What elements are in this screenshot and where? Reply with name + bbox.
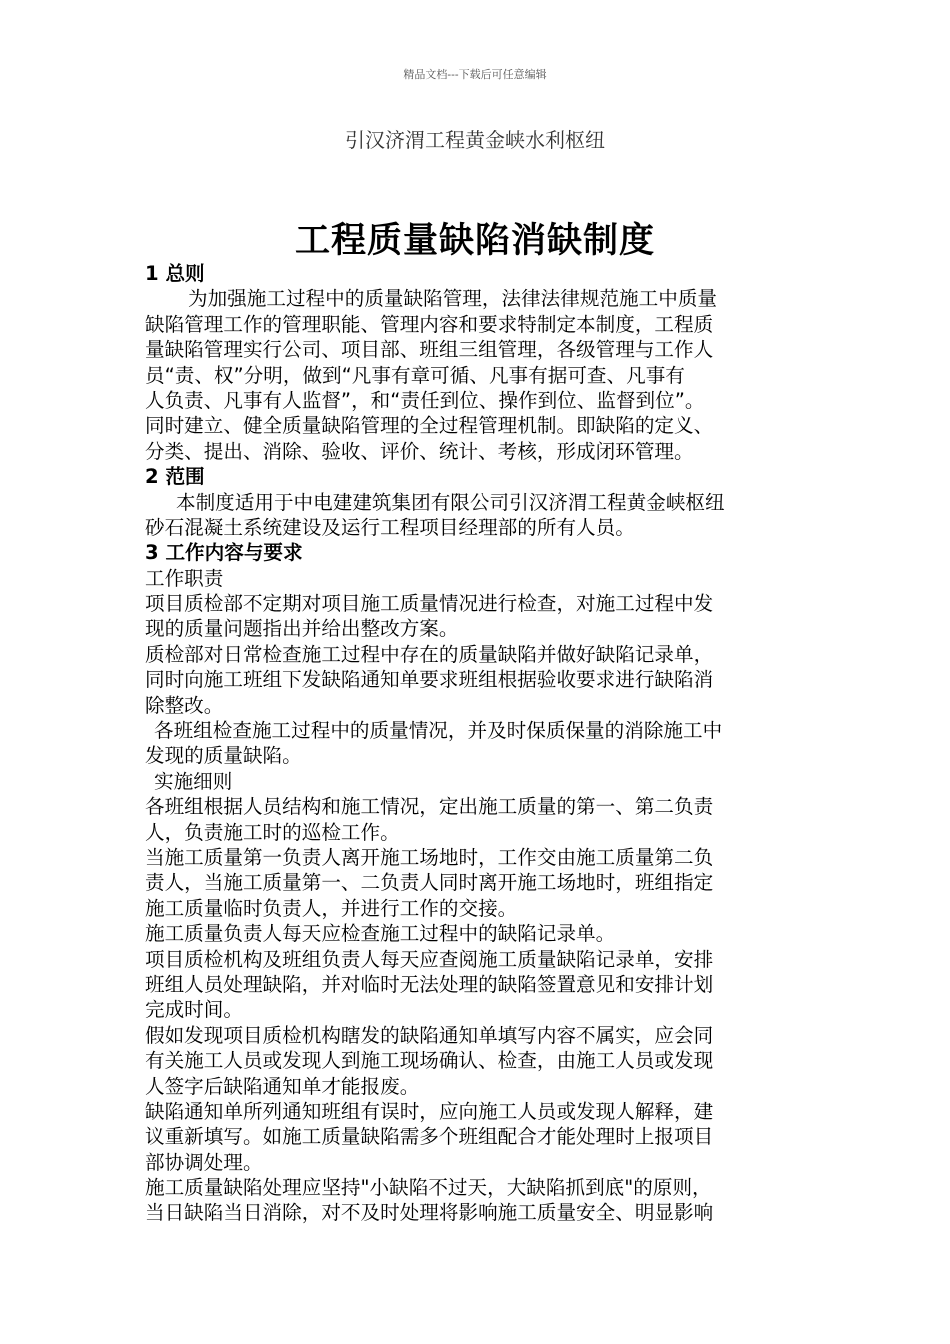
paragraph-line: 砂石混凝土系统建设及运行工程项目经理部的所有人员。 (145, 515, 635, 539)
paragraph-line: 现的质量问题指出并给出整改方案。 (145, 617, 459, 641)
paragraph-line: 假如发现项目质检机构瞎发的缺陷通知单填写内容不属实，应会同 (145, 1023, 714, 1047)
document-title: 工程质量缺陷消缺制度 (294, 221, 655, 261)
paragraph-line: 缺陷管理工作的管理职能、管理内容和要求特制定本制度，工程质 (145, 312, 714, 336)
section-heading-scope: 2 范围 (145, 465, 205, 489)
paragraph-line: 量缺陷管理实行公司、项目部、班组三组管理，各级管理与工作人 (145, 338, 714, 362)
subsection-title-rules: 实施细则 (154, 769, 233, 793)
paragraph-line: 除整改。 (145, 693, 224, 717)
organization-name: 引汉济渭工程黄金峡水利枢纽 (345, 128, 605, 152)
section-heading-work-content: 3 工作内容与要求 (145, 541, 303, 565)
subsection-title-duties: 工作职责 (145, 566, 224, 590)
header-watermark: 精品文档---下载后可任意编辑 (403, 68, 547, 81)
paragraph-line: 同时向施工班组下发缺陷通知单要求班组根据验收要求进行缺陷消 (145, 668, 714, 692)
paragraph-line: 发现的质量缺陷。 (145, 744, 302, 768)
paragraph-line: 分类、提出、消除、验收、评价、统计、考核，形成闭环管理。 (145, 439, 694, 463)
paragraph-line: 议重新填写。如施工质量缺陷需多个班组配合才能处理时上报项目 (145, 1125, 714, 1149)
paragraph-line: 有关施工人员或发现人到施工现场确认、检查，由施工人员或发现 (145, 1049, 714, 1073)
paragraph-line: 当日缺陷当日消除，对不及时处理将影响施工质量安全、明显影响 (145, 1201, 714, 1225)
paragraph-line: 责人，当施工质量第一、二负责人同时离开施工场地时，班组指定 (145, 871, 714, 895)
paragraph-line: 员“责、权”分明，做到“凡事有章可循、凡事有据可查、凡事有 (145, 363, 685, 387)
paragraph-line: 班组人员处理缺陷，并对临时无法处理的缺陷签置意见和安排计划 (145, 972, 714, 996)
paragraph-line: 部协调处理。 (145, 1150, 263, 1174)
paragraph-line: 各班组根据人员结构和施工情况，定出施工质量的第一、第二负责 (145, 795, 714, 819)
paragraph-line: 施工质量负责人每天应检查施工过程中的缺陷记录单。 (145, 922, 616, 946)
paragraph-line: 缺陷通知单所列通知班组有误时，应向施工人员或发现人解释，建 (145, 1099, 714, 1123)
paragraph-line: 完成时间。 (145, 998, 243, 1022)
paragraph-line: 人签字后缺陷通知单才能报废。 (145, 1074, 420, 1098)
section-heading-general: 1 总则 (145, 262, 205, 285)
paragraph-line: 人，负责施工时的巡检工作。 (145, 820, 400, 844)
paragraph-line: 质检部对日常检查施工过程中存在的质量缺陷并做好缺陷记录单， (145, 642, 714, 666)
paragraph-line: 同时建立、健全质量缺陷管理的全过程管理机制。即缺陷的定义、 (145, 414, 714, 438)
paragraph-line: 当施工质量第一负责人离开施工场地时，工作交由施工质量第二负 (145, 845, 714, 869)
paragraph-line: 为加强施工过程中的质量缺陷管理，法律法律规范施工中质量 (188, 287, 718, 311)
paragraph-line: 施工质量临时负责人，并进行工作的交接。 (145, 896, 518, 920)
document-body (145, 261, 815, 1226)
paragraph-line: 本制度适用于中电建建筑集团有限公司引汉济渭工程黄金峡枢纽 (176, 490, 725, 514)
paragraph-line: 各班组检查施工过程中的质量情况，并及时保质保量的消除施工中 (154, 719, 723, 743)
paragraph-line: 项目质检机构及班组负责人每天应查阅施工质量缺陷记录单，安排 (145, 947, 714, 971)
paragraph-line: 项目质检部不定期对项目施工质量情况进行检查，对施工过程中发 (145, 592, 714, 616)
paragraph-line: 人负责、凡事有人监督”，和“责任到位、操作到位、监督到位”。 (145, 388, 705, 412)
paragraph-line: 施工质量缺陷处理应坚持"小缺陷不过天，大缺陷抓到底"的原则， (145, 1176, 712, 1200)
